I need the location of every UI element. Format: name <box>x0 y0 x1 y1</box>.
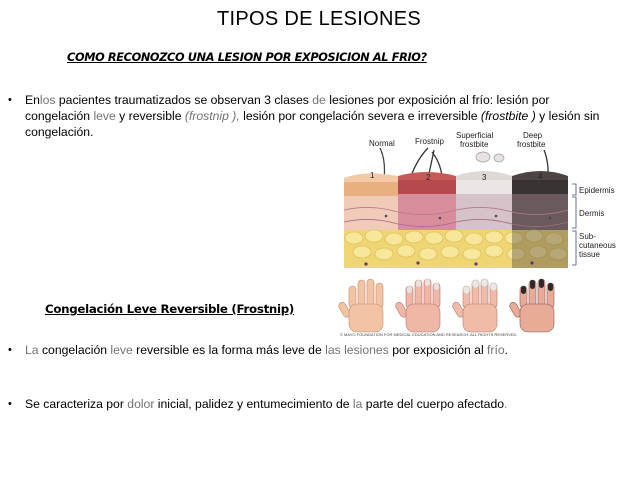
hand-frostnip <box>394 279 440 332</box>
label-deep-1: Deep <box>523 131 543 140</box>
hand-deep <box>508 279 554 332</box>
subtitle: COMO RECONOZCO UNA LESION POR EXPOSICION AL FRIO? <box>67 51 427 64</box>
paragraph-text: La congelación leve reversible es la forma más leve de las lesiones por exposición al frío. <box>25 343 509 357</box>
bullet-icon: • <box>8 344 12 356</box>
label-superficial-2: frostbite <box>460 140 489 149</box>
section-title: Congelación Leve Reversible (Frostnip) <box>45 302 294 316</box>
label-sub-1: Sub- <box>579 232 596 241</box>
label-epidermis: Epidermis <box>579 186 615 195</box>
label-normal: Normal <box>369 139 395 148</box>
number-4: 4 <box>538 172 543 181</box>
paragraph-text: Se caracteriza por dolor inicial, palidez y entumecimiento de la parte del cuerpo afectado. <box>25 397 508 411</box>
label-sub-3: tissue <box>579 250 600 259</box>
label-dermis: Dermis <box>579 209 605 218</box>
label-frostnip: Frostnip <box>415 137 444 146</box>
bullet-icon: • <box>8 398 12 410</box>
copyright-text: © MAYO FOUNDATION FOR MEDICAL EDUCATION AND RESEARCH. ALL RIGHTS RESERVED. <box>340 332 518 337</box>
label-sub-2: cutaneous <box>579 241 616 250</box>
page-title: TIPOS DE LESIONES <box>216 8 422 30</box>
label-superficial-1: Superficial <box>456 131 494 140</box>
hand-normal <box>337 279 383 332</box>
hand-superficial <box>451 279 497 332</box>
number-3: 3 <box>482 173 487 182</box>
number-2: 2 <box>426 173 431 182</box>
number-1: 1 <box>370 171 375 180</box>
frostbite-diagram <box>336 130 618 338</box>
label-deep-2: frostbite <box>517 140 546 149</box>
paragraph-text: Enlos pacientes traumatizados se observan 3 clases de lesiones por exposición al frío: lesión por congelación leve y reversible (frostnip ), lesión por congelación severa e irreversible (frostbite ) y lesión sin congelación. <box>25 93 600 139</box>
bullet-icon: • <box>8 94 12 106</box>
